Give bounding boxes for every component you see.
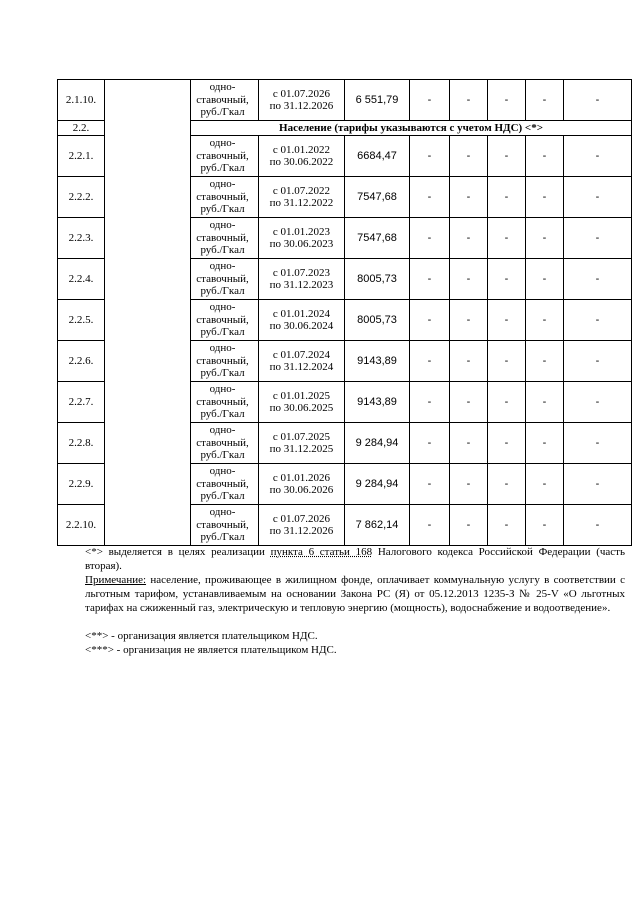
tariff-type: одно- ставочный, руб./Гкал	[191, 259, 259, 300]
tariff-value: 7547,68	[345, 177, 410, 218]
tariff-period: с 01.01.2024 по 30.06.2024	[259, 300, 345, 341]
tariff-type: одно- ставочный, руб./Гкал	[191, 382, 259, 423]
tariff-value: 7547,68	[345, 218, 410, 259]
empty-value-dash: -	[450, 80, 488, 121]
empty-value-dash: -	[410, 259, 450, 300]
empty-value-dash: -	[450, 136, 488, 177]
empty-value-dash: -	[564, 382, 632, 423]
row-number: 2.2.3.	[58, 218, 105, 259]
empty-value-dash: -	[564, 505, 632, 546]
empty-value-dash: -	[564, 341, 632, 382]
row-number: 2.2.6.	[58, 341, 105, 382]
row-number: 2.2.8.	[58, 423, 105, 464]
empty-value-dash: -	[450, 505, 488, 546]
empty-value-dash: -	[564, 80, 632, 121]
tariff-type: одно- ставочный, руб./Гкал	[191, 423, 259, 464]
empty-value-dash: -	[488, 382, 526, 423]
empty-value-dash: -	[564, 259, 632, 300]
tax-code-link[interactable]: пункта 6 статьи 168	[270, 546, 373, 558]
tariff-value: 7 862,14	[345, 505, 410, 546]
empty-value-dash: -	[564, 136, 632, 177]
empty-value-dash: -	[410, 218, 450, 259]
empty-value-dash: -	[488, 218, 526, 259]
empty-value-dash: -	[526, 136, 564, 177]
empty-value-dash: -	[410, 341, 450, 382]
empty-value-dash: -	[450, 300, 488, 341]
row-number: 2.2.9.	[58, 464, 105, 505]
remark-label: Примечание:	[85, 574, 147, 586]
tariff-type: одно- ставочный, руб./Гкал	[191, 300, 259, 341]
tariff-value: 9 284,94	[345, 464, 410, 505]
empty-value-dash: -	[564, 423, 632, 464]
empty-value-dash: -	[564, 218, 632, 259]
tariff-type: одно- ставочный, руб./Гкал	[191, 218, 259, 259]
empty-value-dash: -	[410, 300, 450, 341]
tariff-type: одно- ставочный, руб./Гкал	[191, 505, 259, 546]
row-number: 2.2.7.	[58, 382, 105, 423]
empty-value-dash: -	[526, 177, 564, 218]
vat-nonpayer-note: <***> - организация не является плательщиком НДС.	[85, 644, 337, 656]
row-number: 2.2.5.	[58, 300, 105, 341]
empty-value-dash: -	[526, 505, 564, 546]
empty-value-dash: -	[526, 259, 564, 300]
tariff-table-body	[58, 80, 632, 546]
tariff-type: одно- ставочный, руб./Гкал	[191, 80, 259, 121]
empty-value-dash: -	[410, 382, 450, 423]
tariff-period: с 01.01.2023 по 30.06.2023	[259, 218, 345, 259]
empty-value-dash: -	[410, 136, 450, 177]
empty-value-dash: -	[450, 218, 488, 259]
row-number: 2.2.1.	[58, 136, 105, 177]
empty-value-dash: -	[410, 80, 450, 121]
empty-value-dash: -	[526, 341, 564, 382]
empty-value-dash: -	[410, 505, 450, 546]
row-number: 2.2.10.	[58, 505, 105, 546]
empty-value-dash: -	[526, 300, 564, 341]
tariff-value: 9 284,94	[345, 423, 410, 464]
empty-value-dash: -	[410, 423, 450, 464]
empty-value-dash: -	[488, 505, 526, 546]
footnotes	[85, 545, 625, 657]
vat-footnote: <*> выделяется в целях реализации пункта 6 статьи 168 Налогового кодекса Российской Федерации (часть вторая).	[85, 546, 626, 572]
empty-value-dash: -	[564, 177, 632, 218]
tariff-period: с 01.01.2026 по 30.06.2026	[259, 464, 345, 505]
tariff-period: с 01.07.2023 по 31.12.2023	[259, 259, 345, 300]
empty-value-dash: -	[526, 218, 564, 259]
tariff-period: с 01.01.2025 по 30.06.2025	[259, 382, 345, 423]
empty-value-dash: -	[450, 341, 488, 382]
tariff-period: с 01.07.2022 по 31.12.2022	[259, 177, 345, 218]
empty-value-dash: -	[450, 177, 488, 218]
row-number: 2.1.10.	[58, 80, 105, 121]
empty-value-dash: -	[488, 177, 526, 218]
tariff-value: 8005,73	[345, 259, 410, 300]
organization-cell	[105, 80, 191, 546]
remark: Примечание: население, проживающее в жилищном фонде, оплачивает коммунальную услугу в соответствии с льготным тарифом, устанавливаемым на основании Закона РС (Я) от 05.12.2013 1235-З № 25-V «О льготных тарифах на сжиженный газ, электрическую и тепловую энергию (мощность), водоснабжение и водоотведение».	[85, 574, 625, 614]
empty-value-dash: -	[450, 464, 488, 505]
tariff-type: одно- ставочный, руб./Гкал	[191, 341, 259, 382]
tariff-period: с 01.07.2025 по 31.12.2025	[259, 423, 345, 464]
empty-value-dash: -	[488, 136, 526, 177]
tariff-table	[57, 79, 632, 546]
tariff-period: с 01.01.2022 по 30.06.2022	[259, 136, 345, 177]
empty-value-dash: -	[450, 423, 488, 464]
row-number: 2.2.	[58, 121, 105, 136]
tariff-period: с 01.07.2026 по 31.12.2026	[259, 80, 345, 121]
empty-value-dash: -	[488, 341, 526, 382]
empty-value-dash: -	[526, 382, 564, 423]
empty-value-dash: -	[410, 464, 450, 505]
empty-value-dash: -	[488, 259, 526, 300]
tariff-period: с 01.07.2026 по 31.12.2026	[259, 505, 345, 546]
empty-value-dash: -	[488, 300, 526, 341]
empty-value-dash: -	[564, 300, 632, 341]
tariff-value: 9143,89	[345, 341, 410, 382]
empty-value-dash: -	[526, 464, 564, 505]
tariff-value: 9143,89	[345, 382, 410, 423]
empty-value-dash: -	[526, 423, 564, 464]
tariff-value: 6684,47	[345, 136, 410, 177]
empty-value-dash: -	[488, 80, 526, 121]
tariff-type: одно- ставочный, руб./Гкал	[191, 177, 259, 218]
empty-value-dash: -	[488, 464, 526, 505]
table-row	[58, 80, 632, 121]
tariff-value: 6 551,79	[345, 80, 410, 121]
tariff-type: одно- ставочный, руб./Гкал	[191, 464, 259, 505]
vat-payer-note: <**> - организация является плательщиком НДС.	[85, 630, 318, 642]
tariff-type: одно- ставочный, руб./Гкал	[191, 136, 259, 177]
empty-value-dash: -	[564, 464, 632, 505]
empty-value-dash: -	[526, 80, 564, 121]
tariff-period: с 01.07.2024 по 31.12.2024	[259, 341, 345, 382]
empty-value-dash: -	[488, 423, 526, 464]
section-title: Население (тарифы указываются с учетом НДС) <*>	[191, 121, 632, 136]
row-number: 2.2.4.	[58, 259, 105, 300]
empty-value-dash: -	[450, 382, 488, 423]
empty-value-dash: -	[410, 177, 450, 218]
tariff-value: 8005,73	[345, 300, 410, 341]
row-number: 2.2.2.	[58, 177, 105, 218]
empty-value-dash: -	[450, 259, 488, 300]
